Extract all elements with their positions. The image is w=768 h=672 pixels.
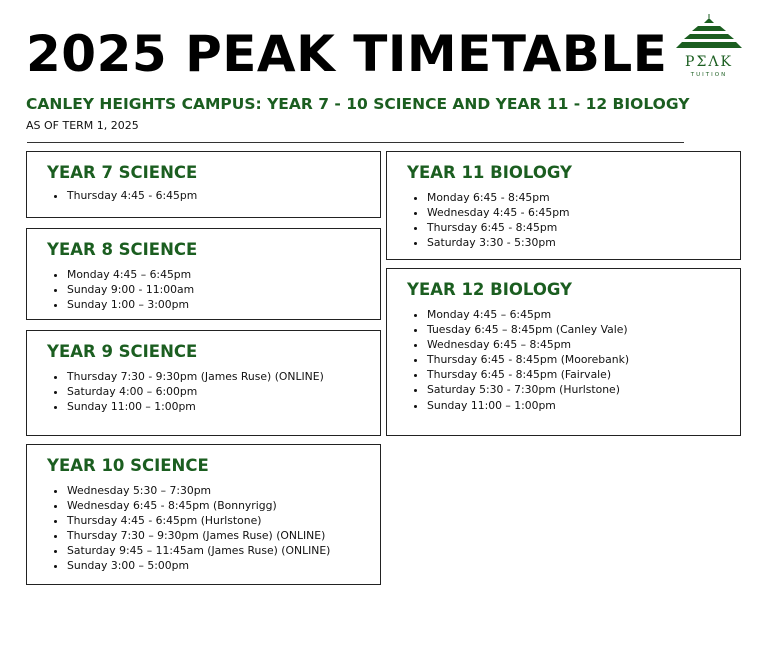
year-11-biology-card — [386, 151, 741, 260]
session-item: • Thursday 6:45 - 8:45pm — [427, 220, 722, 235]
session-item: • Sunday 3:00 – 5:00pm — [67, 558, 362, 573]
header-divider — [27, 142, 684, 143]
session-list — [47, 267, 362, 312]
peak-tuition-logo — [676, 14, 746, 84]
session-item: • Monday 4:45 – 6:45pm — [427, 307, 722, 322]
year-8-science-card — [26, 228, 381, 320]
session-item: • Thursday 7:30 - 9:30pm (James Ruse) (ONLINE) — [67, 369, 362, 384]
mountain-icon — [676, 14, 742, 54]
page-title: 2025 PEAK TIMETABLE — [26, 25, 668, 83]
session-list — [47, 369, 362, 414]
logo-wordmark: ΡΣΛK — [685, 54, 733, 70]
card-title: YEAR 8 SCIENCE — [47, 240, 198, 259]
session-item: • Tuesday 6:45 – 8:45pm (Canley Vale) — [427, 322, 722, 337]
session-item: • Monday 4:45 – 6:45pm — [67, 267, 362, 282]
session-item: • Saturday 4:00 – 6:00pm — [67, 384, 362, 399]
year-9-science-card — [26, 330, 381, 436]
year-12-biology-card — [386, 268, 741, 436]
session-item: • Wednesday 4:45 - 6:45pm — [427, 205, 722, 220]
session-item: • Sunday 11:00 – 1:00pm — [67, 399, 362, 414]
session-item: • Monday 6:45 - 8:45pm — [427, 190, 722, 205]
session-item: • Sunday 11:00 – 1:00pm — [427, 398, 722, 413]
session-item: • Wednesday 6:45 - 8:45pm (Bonnyrigg) — [67, 498, 362, 513]
session-item: • Saturday 3:30 - 5:30pm — [427, 235, 722, 250]
as-of-date: AS OF TERM 1, 2025 — [26, 119, 139, 132]
session-list — [407, 190, 722, 250]
session-item: • Wednesday 5:30 – 7:30pm — [67, 483, 362, 498]
session-item: • Thursday 6:45 - 8:45pm (Fairvale) — [427, 367, 722, 382]
card-title: YEAR 12 BIOLOGY — [407, 280, 572, 299]
session-item: • Thursday 4:45 - 6:45pm — [67, 188, 362, 203]
session-list — [47, 483, 362, 574]
session-list — [47, 188, 362, 203]
session-list — [407, 307, 722, 413]
session-item: • Sunday 1:00 – 3:00pm — [67, 297, 362, 312]
session-item: • Saturday 5:30 - 7:30pm (Hurlstone) — [427, 382, 722, 397]
session-item: • Sunday 9:00 - 11:00am — [67, 282, 362, 297]
card-title: YEAR 11 BIOLOGY — [407, 163, 572, 182]
year-7-science-card — [26, 151, 381, 218]
card-title: YEAR 7 SCIENCE — [47, 163, 198, 182]
year-10-science-card — [26, 444, 381, 585]
session-item: • Thursday 6:45 - 8:45pm (Moorebank) — [427, 352, 722, 367]
campus-subtitle: CANLEY HEIGHTS CAMPUS: YEAR 7 - 10 SCIENCE AND YEAR 11 - 12 BIOLOGY — [26, 95, 690, 113]
card-title: YEAR 9 SCIENCE — [47, 342, 198, 361]
session-item: • Saturday 9:45 – 11:45am (James Ruse) (ONLINE) — [67, 543, 362, 558]
session-item: • Thursday 7:30 – 9:30pm (James Ruse) (ONLINE) — [67, 528, 362, 543]
logo-tagline: TUITION — [690, 72, 728, 78]
card-title: YEAR 10 SCIENCE — [47, 456, 209, 475]
session-item: • Wednesday 6:45 – 8:45pm — [427, 337, 722, 352]
session-item: • Thursday 4:45 - 6:45pm (Hurlstone) — [67, 513, 362, 528]
